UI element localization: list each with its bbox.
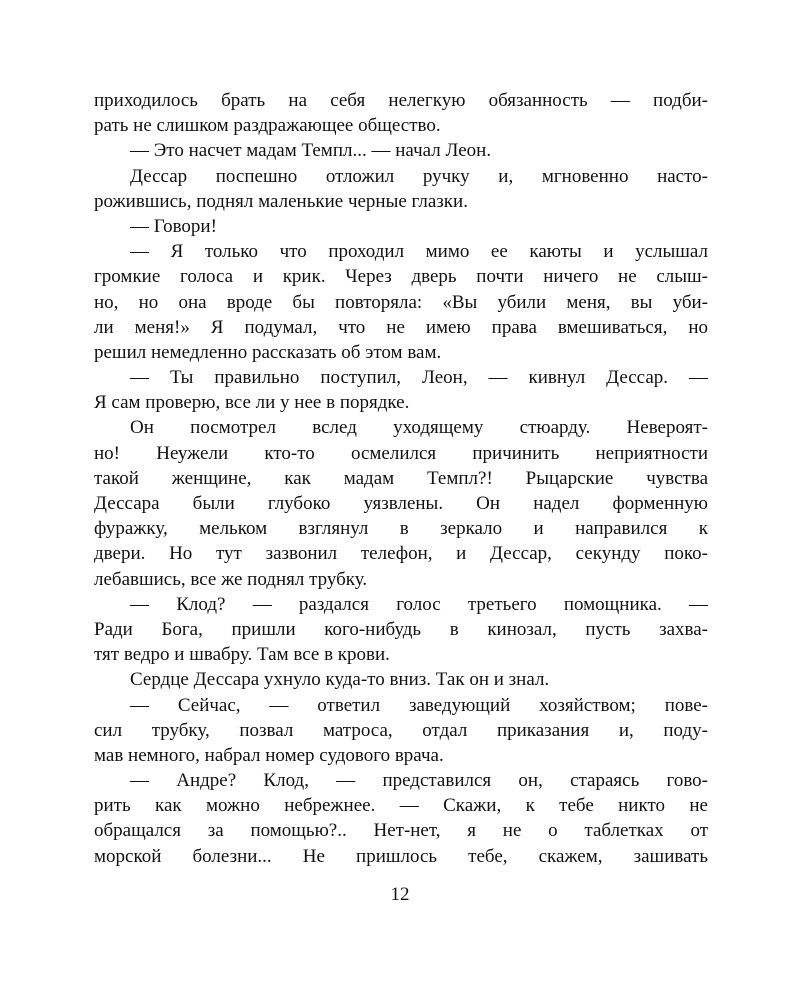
page-number: 12: [390, 884, 410, 905]
text-line: — Клод? — раздался голос третьего помощника. —: [130, 593, 708, 615]
text-line: — Сейчас, — ответил заведующий хозяйством; пове-: [130, 694, 708, 716]
text-line: решил немедленно рассказать об этом вам.: [94, 341, 442, 363]
text-line: тят ведро и швабру. Там все в крови.: [94, 644, 390, 666]
text-line: такой женщине, как мадам Темпл?! Рыцарские чувства: [94, 467, 708, 489]
text-line: ли меня!» Я подумал, что не имею права вмешиваться, но: [94, 316, 708, 338]
text-line: — Это насчет мадам Темпл... — начал Леон.: [130, 140, 492, 162]
text-line: Я сам проверю, все ли у нее в порядке.: [94, 392, 410, 414]
text-line: двери. Но тут зазвонил телефон, и Дессар, секунду поко-: [94, 543, 708, 565]
text-line: приходилось брать на себя нелегкую обязанность — подби-: [94, 90, 708, 111]
text-line: рать не слишком раздражающее общество.: [94, 115, 441, 137]
text-line: мав немного, набрал номер судового врача.: [94, 744, 444, 766]
text-line: Сердце Дессара ухнуло куда-то вниз. Так он и знал.: [130, 669, 550, 691]
text-line: — Говори!: [130, 215, 217, 237]
text-line: рожившись, поднял маленькие черные глазки.: [94, 190, 468, 212]
text-line: — Андре? Клод, — представился он, стараясь гово-: [130, 770, 708, 792]
text-line: Дессар поспешно отложил ручку и, мгновенно насто-: [130, 165, 708, 187]
text-line: сил трубку, позвал матроса, отдал приказания и, поду-: [94, 719, 708, 741]
text-line: Ради Бога, пришли кого-нибудь в кинозал, пусть захва-: [94, 618, 708, 640]
text-line: Дессара были глубоко уязвлены. Он надел форменную: [94, 493, 708, 514]
text-line: обращался за помощью?.. Нет-нет, я не о таблетках от: [94, 820, 708, 842]
text-line: — Я только что проходил мимо ее каюты и услышал: [130, 241, 708, 263]
text-line: рить как можно небрежнее. — Скажи, к тебе никто не: [94, 795, 708, 817]
text-line: громкие голоса и крик. Через дверь почти ничего не слыш-: [94, 266, 708, 288]
text-line: морской болезни... Не пришлось тебе, скажем, зашивать: [94, 845, 708, 867]
text-line: но, но она вроде бы повторяла: «Вы убили меня, вы уби-: [94, 291, 708, 313]
text-line: лебавшись, все же поднял трубку.: [94, 568, 368, 590]
text-line: — Ты правильно поступил, Леон, — кивнул Дессар. —: [130, 367, 708, 389]
text-line: но! Неужели кто-то осмелился причинить неприятности: [94, 442, 708, 464]
text-line: Он посмотрел вслед уходящему стюарду. Невероят-: [130, 417, 708, 439]
text-line: фуражку, мельком взглянул в зеркало и направился к: [94, 518, 708, 540]
page-text-body: [94, 88, 708, 869]
